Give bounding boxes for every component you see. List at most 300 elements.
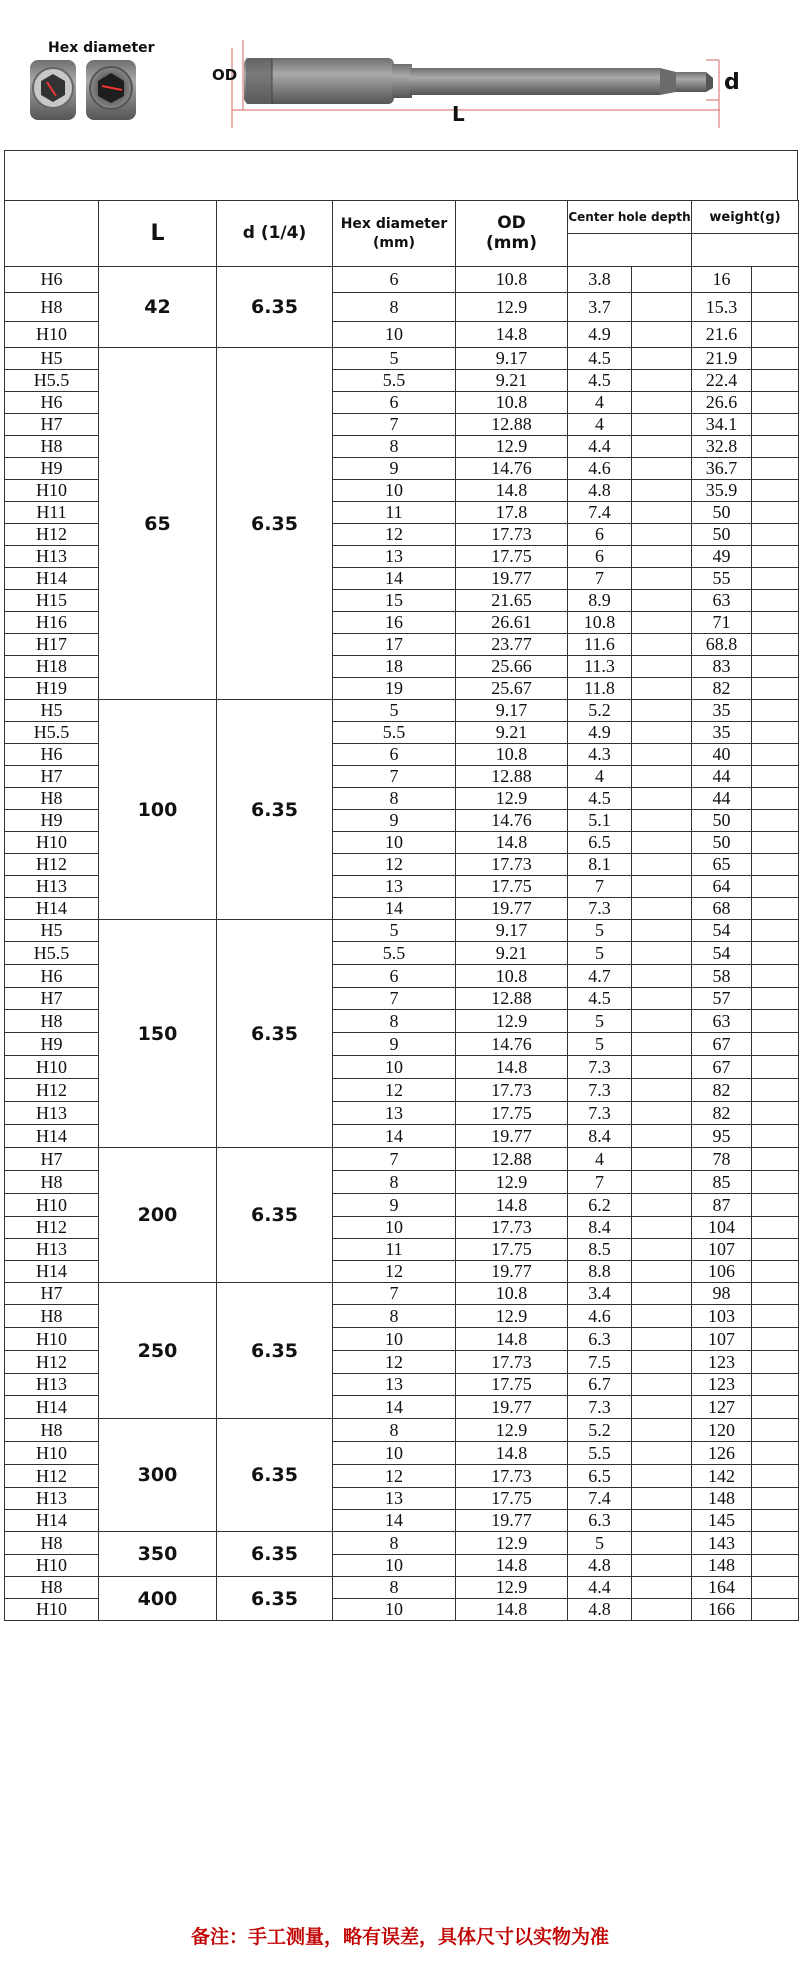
cell-empty (632, 568, 692, 590)
cell-depth: 3.7 (568, 293, 632, 322)
cell-model: H8 (5, 1305, 99, 1328)
cell-empty (752, 854, 799, 876)
cell-empty (632, 322, 692, 348)
cell-od: 19.77 (456, 1125, 568, 1148)
cell-model: H5 (5, 700, 99, 722)
cell-depth: 4.5 (568, 370, 632, 392)
cell-empty (752, 700, 799, 722)
cell-weight: 82 (692, 1102, 752, 1125)
cell-weight: 35 (692, 722, 752, 744)
cell-empty (752, 1328, 799, 1351)
cell-hex: 14 (333, 1510, 456, 1532)
cell-hex: 14 (333, 898, 456, 920)
cell-model: H5.5 (5, 722, 99, 744)
cell-hex: 14 (333, 568, 456, 590)
cell-od: 9.21 (456, 370, 568, 392)
cell-od: 14.8 (456, 1056, 568, 1079)
cell-depth: 4.9 (568, 322, 632, 348)
cell-weight: 120 (692, 1419, 752, 1442)
cell-depth: 6 (568, 524, 632, 546)
cell-od: 25.66 (456, 656, 568, 678)
cell-model: H8 (5, 1171, 99, 1194)
od-dimension-label: OD (212, 66, 238, 84)
cell-model: H10 (5, 480, 99, 502)
cell-drive: 6.35 (217, 348, 333, 700)
cell-empty (632, 942, 692, 965)
cell-hex: 16 (333, 612, 456, 634)
cell-length: 400 (99, 1577, 217, 1621)
cell-od: 10.8 (456, 1283, 568, 1305)
cell-depth: 7 (568, 876, 632, 898)
cell-depth: 4.4 (568, 1577, 632, 1599)
l-dimension-label: L (452, 102, 465, 126)
cell-hex: 10 (333, 1217, 456, 1239)
cell-od: 17.75 (456, 546, 568, 568)
cell-od: 17.75 (456, 1374, 568, 1396)
cell-empty (632, 267, 692, 293)
cell-empty (632, 1102, 692, 1125)
cell-hex: 10 (333, 480, 456, 502)
cell-depth: 6.3 (568, 1510, 632, 1532)
cell-empty (632, 1532, 692, 1555)
cell-weight: 44 (692, 788, 752, 810)
cell-depth: 7.3 (568, 1056, 632, 1079)
cell-depth: 5.2 (568, 1419, 632, 1442)
cell-od: 12.88 (456, 766, 568, 788)
cell-od: 12.9 (456, 788, 568, 810)
cell-od: 10.8 (456, 392, 568, 414)
cell-depth: 4 (568, 766, 632, 788)
cell-hex: 10 (333, 1328, 456, 1351)
cell-model: H13 (5, 876, 99, 898)
cell-model: H8 (5, 1010, 99, 1033)
cell-od: 14.8 (456, 832, 568, 854)
cell-weight: 104 (692, 1217, 752, 1239)
cell-model: H12 (5, 1079, 99, 1102)
cell-empty (632, 1239, 692, 1261)
table-row (5, 1148, 799, 1171)
cell-weight: 50 (692, 832, 752, 854)
cell-empty (632, 876, 692, 898)
cell-empty (632, 546, 692, 568)
cell-empty (752, 1239, 799, 1261)
cell-depth: 5.5 (568, 1442, 632, 1465)
cell-od: 12.9 (456, 436, 568, 458)
cell-hex: 7 (333, 988, 456, 1010)
table-row (5, 1283, 799, 1305)
cell-depth: 7.4 (568, 502, 632, 524)
cell-weight: 55 (692, 568, 752, 590)
cell-empty (632, 1442, 692, 1465)
cell-length: 42 (99, 267, 217, 348)
cell-weight: 35.9 (692, 480, 752, 502)
table-body (5, 267, 799, 1621)
cell-weight: 143 (692, 1532, 752, 1555)
cell-hex: 7 (333, 1283, 456, 1305)
cell-hex: 8 (333, 1577, 456, 1599)
cell-empty (632, 678, 692, 700)
cell-depth: 5.2 (568, 700, 632, 722)
cell-empty (752, 1171, 799, 1194)
cell-weight: 32.8 (692, 436, 752, 458)
cell-depth: 5 (568, 1010, 632, 1033)
cell-weight: 50 (692, 810, 752, 832)
cell-empty (632, 722, 692, 744)
cell-empty (752, 524, 799, 546)
cell-hex: 8 (333, 1419, 456, 1442)
cell-model: H14 (5, 568, 99, 590)
cell-model: H12 (5, 1351, 99, 1374)
cell-empty (632, 700, 692, 722)
cell-hex: 6 (333, 965, 456, 988)
cell-model: H8 (5, 293, 99, 322)
cell-weight: 22.4 (692, 370, 752, 392)
cell-od: 17.75 (456, 876, 568, 898)
cell-depth: 6.3 (568, 1328, 632, 1351)
cell-empty (752, 876, 799, 898)
cell-empty (632, 370, 692, 392)
cell-depth: 7.5 (568, 1351, 632, 1374)
cell-empty (632, 920, 692, 942)
cell-od: 12.9 (456, 1577, 568, 1599)
cell-hex: 9 (333, 810, 456, 832)
cell-hex: 7 (333, 1148, 456, 1171)
cell-hex: 10 (333, 1555, 456, 1577)
cell-empty (752, 1056, 799, 1079)
cell-empty (752, 1033, 799, 1056)
cell-od: 14.8 (456, 1599, 568, 1621)
cell-weight: 50 (692, 502, 752, 524)
cell-od: 17.73 (456, 1079, 568, 1102)
cell-weight: 71 (692, 612, 752, 634)
cell-model: H18 (5, 656, 99, 678)
cell-empty (632, 810, 692, 832)
cell-empty (632, 1351, 692, 1374)
cell-weight: 64 (692, 876, 752, 898)
cell-depth: 6.5 (568, 832, 632, 854)
cell-model: H19 (5, 678, 99, 700)
cell-empty (632, 634, 692, 656)
cell-weight: 82 (692, 678, 752, 700)
cell-model: H5 (5, 348, 99, 370)
cell-hex: 17 (333, 634, 456, 656)
cell-hex: 13 (333, 546, 456, 568)
cell-depth: 4.6 (568, 458, 632, 480)
blank-header-band (4, 150, 798, 200)
cell-length: 200 (99, 1148, 217, 1283)
socket-end-view-icon (30, 60, 136, 120)
spec-table (4, 200, 799, 1621)
cell-od: 17.73 (456, 1217, 568, 1239)
cell-empty (632, 480, 692, 502)
cell-od: 14.76 (456, 810, 568, 832)
cell-model: H10 (5, 1555, 99, 1577)
cell-empty (752, 1374, 799, 1396)
cell-depth: 4.3 (568, 744, 632, 766)
cell-empty (752, 370, 799, 392)
cell-empty (752, 458, 799, 480)
cell-model: H16 (5, 612, 99, 634)
cell-empty (752, 1305, 799, 1328)
cell-depth: 4.4 (568, 436, 632, 458)
col-header-weight (692, 201, 799, 267)
cell-hex: 8 (333, 436, 456, 458)
cell-model: H8 (5, 1419, 99, 1442)
cell-weight: 103 (692, 1305, 752, 1328)
cell-empty (632, 1577, 692, 1599)
cell-model: H7 (5, 1148, 99, 1171)
cell-hex: 7 (333, 766, 456, 788)
cell-model: H8 (5, 1532, 99, 1555)
cell-empty (752, 480, 799, 502)
cell-od: 14.8 (456, 322, 568, 348)
cell-weight: 148 (692, 1555, 752, 1577)
col-header-weight-text: weight(g) (692, 201, 798, 234)
table-row (5, 267, 799, 293)
cell-model: H6 (5, 392, 99, 414)
cell-empty (632, 988, 692, 1010)
cell-hex: 10 (333, 1599, 456, 1621)
cell-empty (632, 1079, 692, 1102)
cell-empty (632, 1396, 692, 1419)
cell-drive: 6.35 (217, 1577, 333, 1621)
cell-empty (752, 766, 799, 788)
cell-empty (632, 1599, 692, 1621)
cell-empty (752, 322, 799, 348)
socket-illustration (0, 0, 800, 150)
cell-od: 10.8 (456, 267, 568, 293)
cell-depth: 11.6 (568, 634, 632, 656)
cell-od: 17.73 (456, 524, 568, 546)
cell-model: H14 (5, 1396, 99, 1419)
cell-empty (632, 766, 692, 788)
col-header-l: L (99, 201, 217, 267)
cell-empty (752, 436, 799, 458)
cell-hex: 13 (333, 1374, 456, 1396)
cell-od: 12.9 (456, 1171, 568, 1194)
cell-depth: 5 (568, 920, 632, 942)
cell-empty (632, 1555, 692, 1577)
cell-hex: 7 (333, 414, 456, 436)
table-row (5, 1532, 799, 1555)
cell-depth: 7.3 (568, 1102, 632, 1125)
cell-od: 9.17 (456, 920, 568, 942)
cell-empty (752, 502, 799, 524)
cell-model: H6 (5, 965, 99, 988)
cell-model: H5.5 (5, 370, 99, 392)
cell-hex: 12 (333, 1079, 456, 1102)
cell-depth: 4.5 (568, 788, 632, 810)
cell-depth: 8.4 (568, 1125, 632, 1148)
cell-model: H9 (5, 1033, 99, 1056)
cell-model: H8 (5, 1577, 99, 1599)
cell-depth: 4 (568, 1148, 632, 1171)
cell-empty (752, 1010, 799, 1033)
cell-empty (752, 722, 799, 744)
cell-model: H13 (5, 1102, 99, 1125)
cell-hex: 10 (333, 1442, 456, 1465)
cell-empty (752, 898, 799, 920)
cell-model: H14 (5, 1125, 99, 1148)
cell-weight: 36.7 (692, 458, 752, 480)
cell-od: 12.88 (456, 414, 568, 436)
cell-od: 9.17 (456, 348, 568, 370)
cell-model: H10 (5, 1599, 99, 1621)
cell-od: 14.76 (456, 1033, 568, 1056)
cell-empty (632, 1261, 692, 1283)
cell-model: H8 (5, 436, 99, 458)
cell-drive: 6.35 (217, 1532, 333, 1577)
cell-depth: 4.5 (568, 988, 632, 1010)
cell-depth: 7.3 (568, 1396, 632, 1419)
cell-od: 14.8 (456, 1442, 568, 1465)
cell-empty (632, 1125, 692, 1148)
cell-empty (752, 1351, 799, 1374)
cell-length: 250 (99, 1283, 217, 1419)
cell-od: 12.9 (456, 1305, 568, 1328)
cell-empty (752, 1261, 799, 1283)
cell-depth: 6.2 (568, 1194, 632, 1217)
table-row (5, 700, 799, 722)
cell-empty (632, 436, 692, 458)
cell-empty (752, 612, 799, 634)
col-header-d-text: d (1/4) (242, 222, 307, 243)
cell-empty (632, 392, 692, 414)
cell-empty (752, 348, 799, 370)
cell-weight: 57 (692, 988, 752, 1010)
cell-model: H6 (5, 267, 99, 293)
cell-depth: 7 (568, 568, 632, 590)
cell-od: 17.75 (456, 1488, 568, 1510)
cell-weight: 78 (692, 1148, 752, 1171)
cell-depth: 6.5 (568, 1465, 632, 1488)
cell-empty (752, 1079, 799, 1102)
cell-empty (752, 1125, 799, 1148)
cell-empty (752, 590, 799, 612)
cell-weight: 50 (692, 524, 752, 546)
cell-od: 12.88 (456, 1148, 568, 1171)
cell-weight: 68.8 (692, 634, 752, 656)
cell-weight: 107 (692, 1239, 752, 1261)
cell-model: H9 (5, 810, 99, 832)
cell-od: 12.9 (456, 1419, 568, 1442)
cell-empty (752, 832, 799, 854)
cell-od: 10.8 (456, 965, 568, 988)
cell-model: H17 (5, 634, 99, 656)
cell-hex: 8 (333, 1305, 456, 1328)
footer-note: 备注：手工测量，略有误差，具体尺寸以实物为准 (190, 1926, 609, 1948)
cell-empty (632, 414, 692, 436)
cell-empty (632, 965, 692, 988)
cell-empty (752, 1194, 799, 1217)
cell-length: 65 (99, 348, 217, 700)
cell-od: 12.9 (456, 293, 568, 322)
cell-depth: 5 (568, 942, 632, 965)
cell-od: 10.8 (456, 744, 568, 766)
cell-empty (752, 546, 799, 568)
cell-model: H6 (5, 744, 99, 766)
cell-empty (752, 942, 799, 965)
cell-empty (632, 898, 692, 920)
cell-empty (752, 1283, 799, 1305)
cell-depth: 11.3 (568, 656, 632, 678)
cell-empty (752, 1465, 799, 1488)
cell-weight: 107 (692, 1328, 752, 1351)
cell-weight: 164 (692, 1577, 752, 1599)
cell-od: 19.77 (456, 1510, 568, 1532)
cell-hex: 11 (333, 1239, 456, 1261)
cell-weight: 127 (692, 1396, 752, 1419)
cell-model: H13 (5, 546, 99, 568)
cell-model: H14 (5, 898, 99, 920)
cell-od: 9.21 (456, 942, 568, 965)
cell-model: H13 (5, 1488, 99, 1510)
cell-hex: 8 (333, 788, 456, 810)
cell-empty (752, 1396, 799, 1419)
cell-empty (752, 678, 799, 700)
cell-empty (632, 524, 692, 546)
col-header-d (217, 201, 333, 267)
cell-weight: 68 (692, 898, 752, 920)
cell-hex: 6 (333, 267, 456, 293)
cell-od: 17.8 (456, 502, 568, 524)
cell-weight: 123 (692, 1374, 752, 1396)
cell-od: 19.77 (456, 568, 568, 590)
cell-model: H14 (5, 1261, 99, 1283)
cell-od: 19.77 (456, 1396, 568, 1419)
cell-depth: 5 (568, 1033, 632, 1056)
cell-hex: 19 (333, 678, 456, 700)
cell-model: H7 (5, 766, 99, 788)
cell-hex: 5.5 (333, 722, 456, 744)
cell-hex: 18 (333, 656, 456, 678)
cell-empty (632, 293, 692, 322)
cell-depth: 8.4 (568, 1217, 632, 1239)
cell-model: H10 (5, 1442, 99, 1465)
cell-model: H5 (5, 920, 99, 942)
cell-drive: 6.35 (217, 920, 333, 1148)
cell-hex: 5.5 (333, 942, 456, 965)
cell-model: H10 (5, 832, 99, 854)
cell-od: 25.67 (456, 678, 568, 700)
col-header-od: OD (mm) (456, 201, 568, 267)
cell-drive: 6.35 (217, 1283, 333, 1419)
cell-hex: 10 (333, 832, 456, 854)
cell-empty (752, 1555, 799, 1577)
cell-weight: 126 (692, 1442, 752, 1465)
cell-model: H10 (5, 1328, 99, 1351)
cell-empty (632, 744, 692, 766)
cell-weight: 34.1 (692, 414, 752, 436)
cell-drive: 6.35 (217, 1148, 333, 1283)
cell-hex: 14 (333, 1125, 456, 1148)
cell-model: H14 (5, 1510, 99, 1532)
cell-empty (632, 788, 692, 810)
cell-empty (632, 1010, 692, 1033)
cell-depth: 4.8 (568, 1599, 632, 1621)
cell-empty (632, 1056, 692, 1079)
cell-length: 300 (99, 1419, 217, 1532)
cell-weight: 145 (692, 1510, 752, 1532)
cell-hex: 13 (333, 876, 456, 898)
socket-bar-icon (244, 58, 713, 104)
cell-weight: 63 (692, 1010, 752, 1033)
cell-model: H9 (5, 458, 99, 480)
cell-depth: 7.3 (568, 1079, 632, 1102)
cell-depth: 10.8 (568, 612, 632, 634)
cell-depth: 8.1 (568, 854, 632, 876)
cell-od: 17.73 (456, 854, 568, 876)
